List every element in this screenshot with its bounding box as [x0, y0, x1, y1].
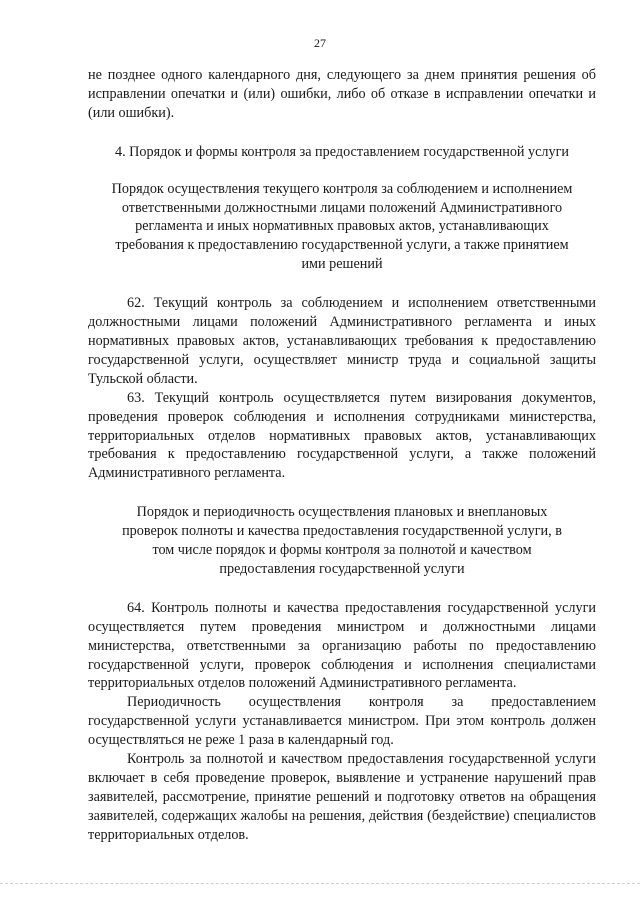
subheading-current-control: Порядок осуществления текущего контроля за соблюдением и исполнением ответственными должностными лицами положений Административного регламента и иных нормативных правовых актов, устанавливающих требования к предоставлению государственной услуги, а также принятием ими решений: [111, 180, 573, 273]
section-title: 4. Порядок и формы контроля за предоставлением государственной услуги: [114, 143, 570, 160]
document-body: [88, 66, 596, 845]
page-number: 27: [314, 36, 326, 50]
scan-artifact-line: [0, 883, 640, 885]
paragraph-control-scope: Контроль за полнотой и качеством предоставления государственной услуги включает в себя проведение проверок, выявление и устранение нарушений прав заявителей, рассмотрение, принятие решений и подготовку ответов на обращения заявителей, содержащих жалобы на решения, действия (бездействие) специалистов территориальных отделов.: [88, 751, 596, 843]
paragraph-64: 64. Контроль полноты и качества предоставления государственной услуги осуществляется путем проведения министром и должностными лицами министерства, ответственными за организацию работы по предоставлению государственной услуги, проверок соблюдения и исполнения специалистами территориальных отделов положений Административного регламента.: [88, 599, 596, 692]
paragraph-63: 63. Текущий контроль осуществляется путем визирования документов, проведения проверок соблюдения и исполнения сотрудниками министерства, территориальных отделов нормативных правовых актов, устанавливающих требования к предоставлению государственной услуги, а также положений Административного регламента.: [88, 389, 596, 482]
continuation-paragraph: не позднее одного календарного дня, следующего за днем принятия решения об исправлении опечатки и (или) ошибки, либо об отказе в исправлении опечатки и (или ошибки).: [88, 67, 596, 121]
subheading-inspections: Порядок и периодичность осуществления плановых и внеплановых проверок полноты и качества предоставления государственной услуги, в том числе порядок и формы контроля за полнотой и качеством предоставления государственной услуги: [122, 504, 562, 577]
paragraph-62: 62. Текущий контроль за соблюдением и исполнением ответственными должностными лицами положений Административного регламента и иных нормативных правовых актов, устанавливающих требования к предоставлению государственной услуги, осуществляет министр труда и социальной защиты Тульской области.: [88, 295, 596, 387]
paragraph-periodicity: Периодичность осуществления контроля за предоставлением государственной услуги устанавливается министром. При этом контроль должен осуществляться не реже 1 раза в календарный год.: [88, 694, 596, 749]
